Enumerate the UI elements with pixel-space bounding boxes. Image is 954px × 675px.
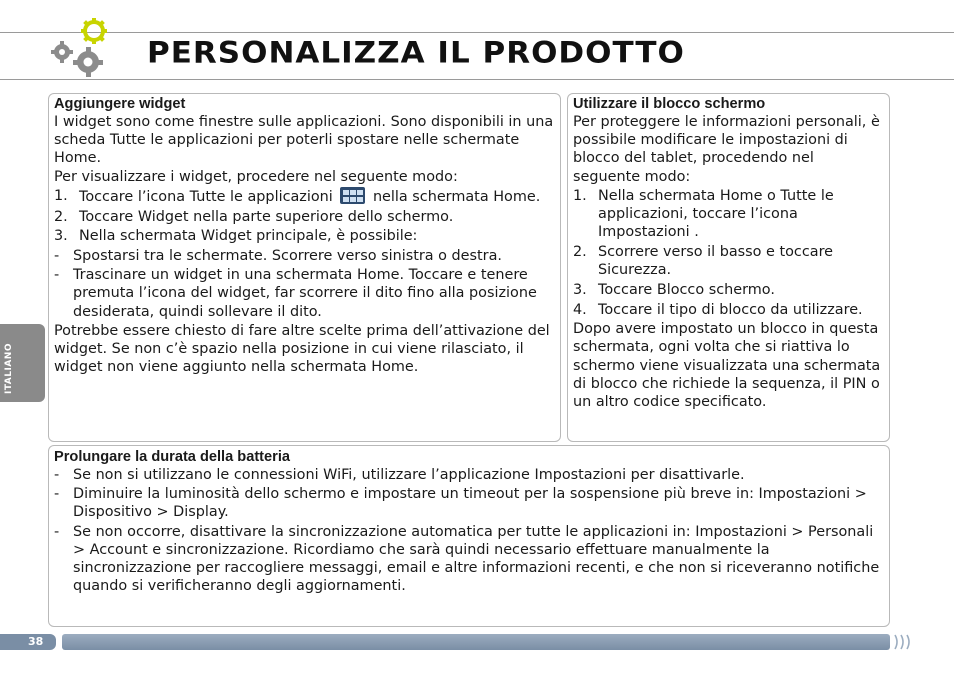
list-item: 2. Scorrere verso il basso e toccare Sicurezza. [573,243,834,279]
list-item: - Se non si utilizzano le connessioni WiFi, utilizzare l’applicazione Impostazioni per disattivarle. [54,467,745,483]
all-apps-icon [340,187,365,204]
chevrons-icon [893,634,913,650]
page-title: PERSONALIZZA IL PRODOTTO [147,36,685,71]
list-item: 3. Toccare Blocco schermo. [573,281,775,298]
lock-outro: Dopo avere impostato un blocco in questa schermata, ogni volta che si riattiva lo schermo viene visualizzata una schermata di blocco che richiede la sequenza, il PIN o un altro codice specificato. [573,321,881,411]
list-item: 4. Toccare il tipo di blocco da utilizzare. [573,301,863,318]
lock-section-heading: Utilizzare il blocco schermo [573,96,766,112]
widget-intro: I widget sono come finestre sulle applicazioni. Sono disponibili in una scheda Tutte le applicazioni per poterli spostare nelle schermate Home. [54,114,554,167]
list-item: 2. Toccare Widget nella parte superiore dello schermo. [54,208,454,225]
widget-options [54,247,554,321]
widget-steps [54,187,554,246]
list-item: - Trascinare un widget in una schermata Home. Toccare e tenere premuta l’icona del widget, far scorrere il dito fino alla posizione desiderata, quindi sollevare il dito. [54,267,537,320]
lock-intro: Per proteggere le informazioni personali, è possibile modificare le impostazioni di blocco del tablet, procedendo nel seguente modo: [573,114,880,185]
list-item: 1. Toccare l’icona Tutte le applicazioni nella schermata Home. [54,187,541,205]
widget-intro-2: Per visualizzare i widget, procedere nel seguente modo: [54,168,458,185]
list-item: - Se non occorre, disattivare la sincronizzazione automatica per tutte le applicazioni in: Impostazioni > Personali > Account e sincronizzazione. Ricordiamo che sarà quindi necessario effettuare manualmente la sincronizzazione per raccogliere messaggi, email e altre informazioni recenti, e che non si riceveranno notifiche quando si verificheranno degli aggiornamenti. [54,523,880,595]
page-number: 38 [0,634,56,650]
language-tab-label: ITALIANO [4,343,14,394]
list-item: - Spostarsi tra le schermate. Scorrere verso sinistra o destra. [54,247,502,264]
top-rule [0,32,954,33]
list-item: 3. Nella schermata Widget principale, è possibile: [54,228,418,245]
battery-tips [54,466,883,595]
lock-steps [573,187,883,319]
footer-bar [62,634,890,650]
list-item: 1. Nella schermata Home o Tutte le applicazioni, toccare l’icona Impostazioni . [573,187,834,241]
battery-section [48,445,890,627]
list-item: - Diminuire la luminosità dello schermo e impostare un timeout per la sospensione più breve in: Impostazioni > Dispositivo > Display. [54,486,867,521]
widget-outro: Potrebbe essere chiesto di fare altre scelte prima dell’attivazione del widget. Se non c’è spazio nella posizione in cui viene rilasciato, il widget non viene aggiunto nella schermata Home. [54,322,550,376]
battery-section-heading: Prolungare la durata della batteria [54,449,291,465]
gears-icon [48,16,114,82]
header-bottom-rule [0,79,954,80]
widget-section [48,93,561,442]
widget-section-heading: Aggiungere widget [54,96,186,112]
lock-section [567,93,890,442]
language-tab [0,324,45,402]
